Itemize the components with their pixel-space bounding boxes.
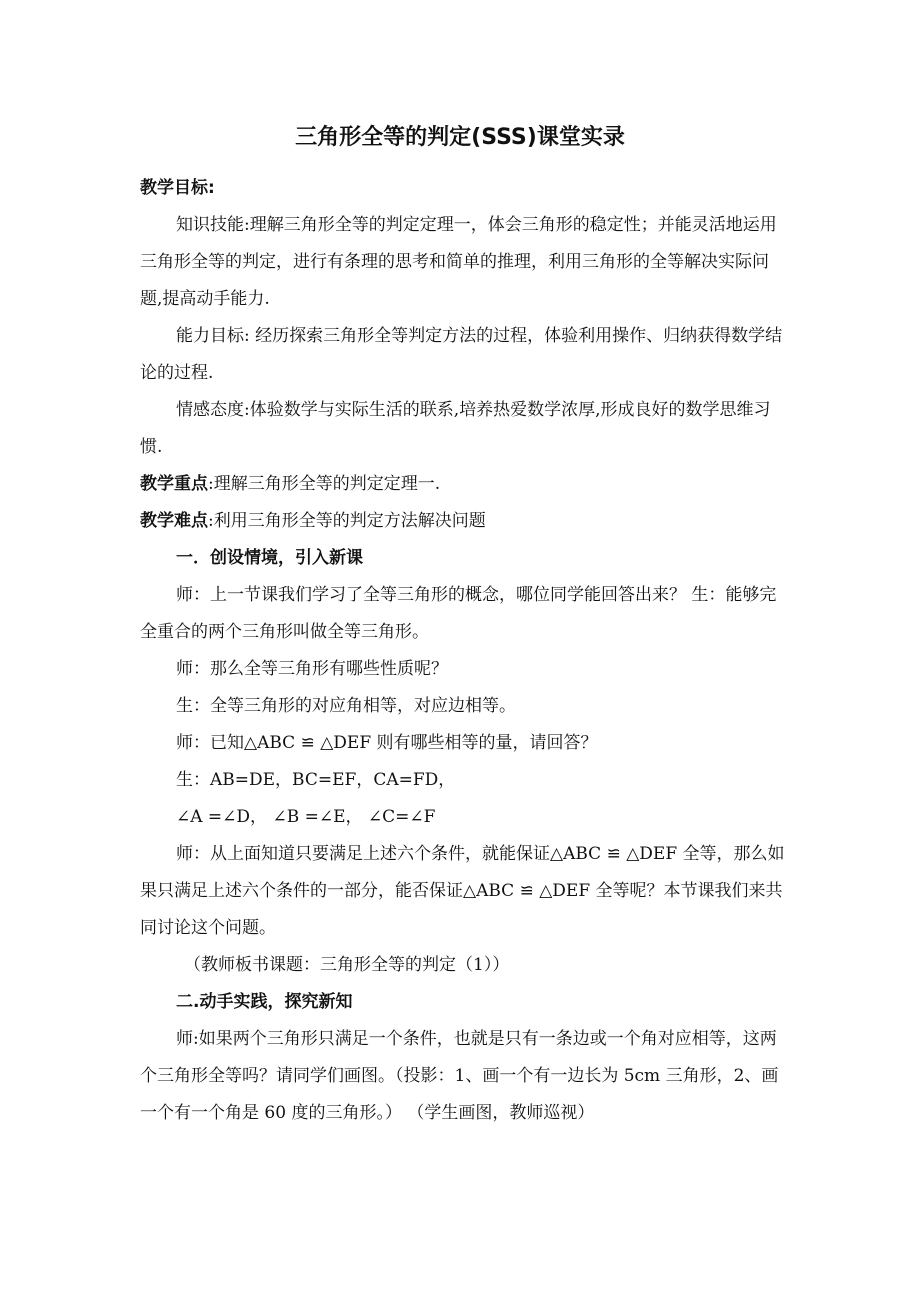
dialogue-line: 生：全等三角形的对应角相等，对应边相等。 xyxy=(176,696,516,716)
difficulty-label: 教学难点 xyxy=(140,511,208,531)
section2-heading: 二.动手实践，探究新知 xyxy=(176,992,353,1012)
difficulty-text: :利用三角形全等的判定方法解决问题 xyxy=(208,511,486,531)
dialogue-line: 师：那么全等三角形有哪些性质呢？ xyxy=(176,659,448,679)
dialogue-line: 师：从上面知道只要满足上述六个条件，就能保证△ABC ≌ △DEF 全等，那么如果只满足上述六个条件的一部分，能否保证△ABC ≌ △DEF 全等呢？本节课我们来共同讨论这个问题。 xyxy=(140,844,785,938)
dialogue-line: 师:如果两个三角形只满足一个条件，也就是只有一条边或一个角对应相等，这两个三角形全等吗？请同学们画图。（投影：1、画一个有一边长为 5cm 三角形，2、画一个有一个角是 60 度的三角形。） （学生画图，教师巡视） xyxy=(140,1029,779,1123)
key-point xyxy=(140,466,785,503)
dialogue-line: 师：已知△ABC ≌ △DEF 则有哪些相等的量，请回答？ xyxy=(176,733,598,753)
key-point-text: :理解三角形全等的判定定理一. xyxy=(208,474,441,494)
difficulty xyxy=(140,503,785,540)
document-body xyxy=(140,170,785,1132)
section1-heading: 一．创设情境，引入新课 xyxy=(176,548,363,568)
board-title-note: （教师板书课题：三角形全等的判定（1）） xyxy=(184,955,510,975)
key-point-label: 教学重点 xyxy=(140,474,208,494)
dialogue-line: 师：上一节课我们学习了全等三角形的概念，哪位同学能回答出来？ 生：能够完全重合的两个三角形叫做全等三角形。 xyxy=(140,585,777,642)
document-title: 三角形全等的判定(SSS)课堂实录 xyxy=(295,125,625,150)
objective-knowledge: 知识技能:理解三角形全等的判定定理一，体会三角形的稳定性；并能灵活地运用三角形全等的判定，进行有条理的思考和简单的推理，利用三角形的全等解决实际问题,提高动手能力. xyxy=(140,215,777,309)
objective-ability: 能力目标: 经历探索三角形全等判定方法的过程，体验利用操作、归纳获得数学结论的过程. xyxy=(140,326,783,383)
objective-emotion: 情感态度:体验数学与实际生活的联系,培养热爱数学浓厚,形成良好的数学思维习惯. xyxy=(140,400,771,457)
dialogue-line: 生：AB=DE，BC=EF，CA=FD， xyxy=(176,770,456,790)
dialogue-line: ∠A =∠D， ∠B =∠E， ∠C=∠F xyxy=(176,807,436,827)
objectives-heading: 教学目标: xyxy=(140,178,215,198)
